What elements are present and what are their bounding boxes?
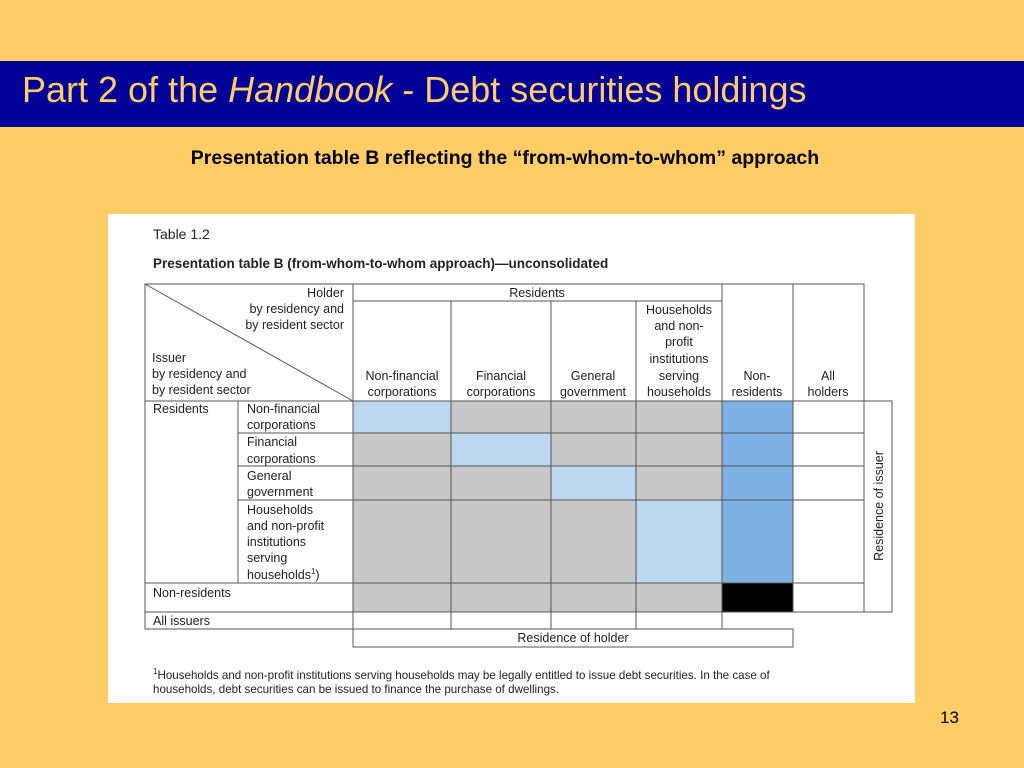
cell-fc-gg [551, 433, 636, 466]
cell-nr-fc [451, 583, 551, 612]
svg-text:government: government [559, 385, 627, 399]
cell-nr-nfc [353, 583, 451, 612]
page-number: 13 [940, 708, 959, 727]
cell-nr-nr [722, 583, 793, 612]
cell-nfc-nr [722, 401, 793, 433]
col-residents: Residents [509, 286, 565, 300]
svg-text:by resident sector: by resident sector [245, 318, 344, 332]
svg-text:corporations: corporations [247, 452, 316, 466]
svg-text:by residency and: by residency and [152, 367, 247, 381]
col-fc: Financial [475, 369, 527, 383]
residence-of-issuer-label: Residence of issuer [872, 451, 886, 561]
cell-gg-fc [451, 466, 551, 500]
slide-subtitle: Presentation table B reflecting the “from-whom-to-whom” approach [190, 147, 820, 169]
cell-hh-nr [722, 500, 793, 583]
cell-fc-nr [722, 433, 793, 466]
footnote-number: 1 [153, 667, 158, 676]
row-nonresidents: Non-residents [153, 586, 231, 600]
svg-text:by resident sector: by resident sector [152, 383, 251, 397]
cell-hh-hh [636, 500, 722, 583]
svg-text:serving: serving [247, 551, 288, 565]
title-bar [0, 61, 1024, 127]
col-hh: Households [645, 303, 713, 317]
svg-text:Issuer: Issuer [152, 351, 187, 365]
row-all-issuers: All issuers [153, 614, 210, 628]
table-figure [108, 214, 915, 703]
table-footnote [153, 665, 853, 697]
col-all-holders: All [821, 369, 835, 383]
svg-text:households: households [647, 385, 711, 399]
svg-text:by residency and: by residency and [249, 302, 344, 316]
svg-text:corporations: corporations [367, 385, 437, 399]
cell-nr-hh [636, 583, 722, 612]
col-nonresidents: Non- [743, 369, 771, 383]
svg-text:corporations: corporations [247, 418, 316, 432]
corner-holder-label [245, 286, 344, 332]
corner-issuer-label [152, 351, 251, 397]
cell-hh-fc [451, 500, 551, 583]
svg-text:corporations: corporations [466, 385, 536, 399]
cell-nfc-gg [551, 401, 636, 433]
cell-gg-nr [722, 466, 793, 500]
cell-nr-gg [551, 583, 636, 612]
footnote-marker: 1 [310, 567, 316, 576]
svg-text:and non-: and non- [654, 319, 704, 333]
cell-fc-nfc [353, 433, 451, 466]
table-number: Table 1.2 [153, 226, 210, 242]
col-gg: General [570, 369, 616, 383]
column-headers [366, 286, 849, 399]
svg-text:and non-profit: and non-profit [247, 519, 325, 533]
cell-fc-hh [636, 433, 722, 466]
row-gg: General [247, 469, 292, 483]
cell-fc-fc [451, 433, 551, 466]
svg-text:residents: residents [731, 385, 783, 399]
cell-nfc-nfc [353, 401, 451, 433]
svg-text:institutions: institutions [247, 535, 307, 549]
row-nfc: Non-financial [247, 402, 320, 416]
cell-gg-hh [636, 466, 722, 500]
svg-text:government: government [247, 485, 314, 499]
svg-text:profit: profit [665, 335, 693, 349]
svg-text:institutions: institutions [649, 352, 709, 366]
svg-text:holders: holders [807, 385, 849, 399]
cell-gg-gg [551, 466, 636, 500]
residence-of-holder-label: Residence of holder [517, 631, 629, 645]
row-hh: Households [247, 503, 314, 517]
footnote-line-1: Households and non-profit institutions serving households may be legally entitled to issue debt securities. In the case of [157, 668, 770, 682]
slide-title: Part 2 of the Handbook - Debt securities holdings [22, 69, 807, 110]
cell-nfc-hh [636, 401, 722, 433]
presentation-table [108, 214, 915, 703]
footnote-line-2: households, debt securities can be issued to finance the purchase of dwellings. [153, 682, 560, 696]
row-headers [153, 402, 325, 628]
col-nfc: Non-financial [365, 369, 439, 383]
svg-text:households1): households$^1$) [247, 567, 320, 582]
table-caption: Presentation table B (from-whom-to-whom approach)—unconsolidated [153, 256, 609, 271]
row-fc: Financial [247, 435, 298, 449]
row-residents: Residents [153, 402, 209, 416]
cell-hh-nfc [353, 500, 451, 583]
cell-gg-nfc [353, 466, 451, 500]
svg-text:Holder: Holder [307, 286, 344, 300]
svg-text:serving: serving [658, 369, 700, 383]
cell-hh-gg [551, 500, 636, 583]
cell-nfc-fc [451, 401, 551, 433]
